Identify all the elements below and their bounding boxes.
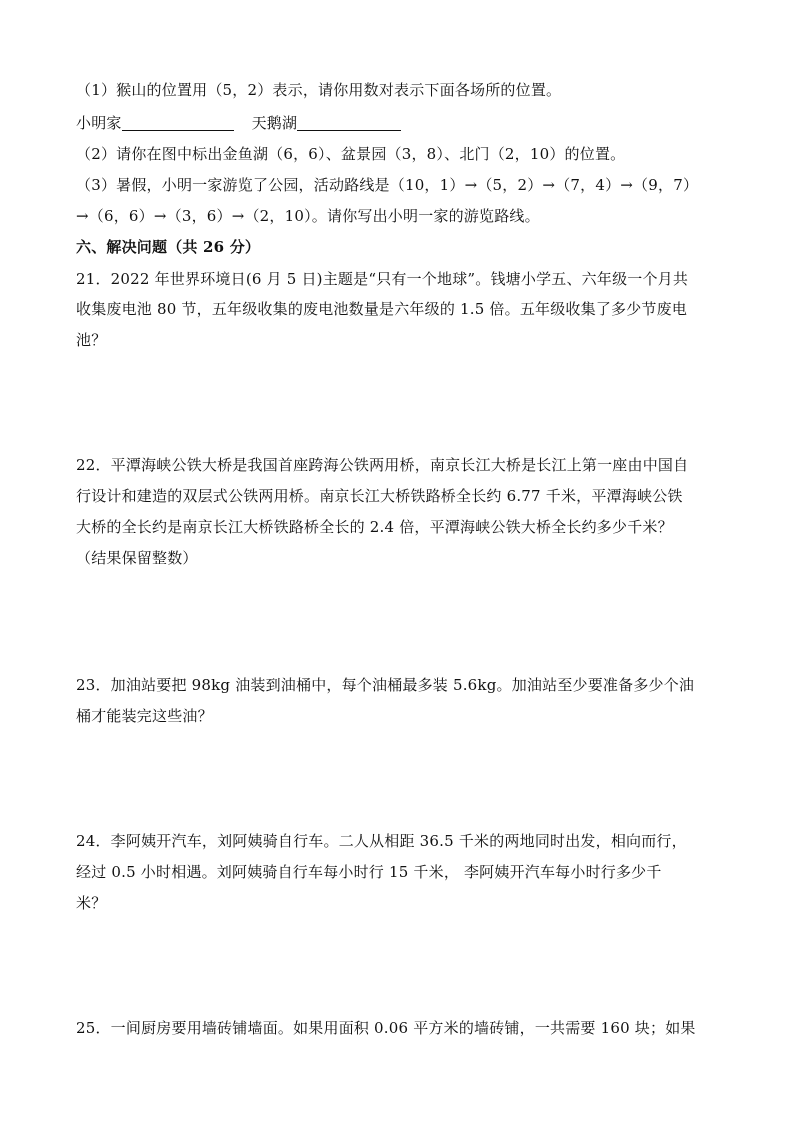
swan-lake-label: 天鹅湖 (251, 114, 298, 132)
swan-lake-answer-blank[interactable] (297, 114, 401, 131)
q22-line3: 大桥的全长约是南京长江大桥铁路桥全长的 2.4 倍，平潭海峡公铁大桥全长约多少千米？ (76, 518, 673, 536)
q21-line2: 收集废电池 80 节，五年级收集的废电池数量是六年级的 1.5 倍。五年级收集了多少节废电 (76, 300, 688, 318)
q22-line1: 22．平潭海峡公铁大桥是我国首座跨海公铁两用桥，南京长江大桥是长江上第一座由中国自 (76, 456, 689, 474)
q20-part3-line2: →（6，6）→（3，6）→（2，10）。请你写出小明一家的游览路线。 (76, 207, 540, 225)
q23-line1: 23．加油站要把 98kg 油装到油桶中，每个油桶最多装 5.6kg。加油站至少要准备多少个油 (76, 676, 695, 694)
q24-line1: 24．李阿姨开汽车，刘阿姨骑自行车。二人从相距 36.5 千米的两地同时出发，相向而行， (76, 832, 687, 850)
q24-line3: 米？ (76, 894, 107, 912)
q20-part3-line1: （3）暑假，小明一家游览了公园，活动路线是（10，1）→（5，2）→（7，4）→（9，7） (76, 176, 699, 194)
q25-line1: 25．一间厨房要用墙砖铺墙面。如果用面积 0.06 平方米的墙砖铺，一共需要 160 块；如果 (76, 1019, 696, 1037)
q24-line2: 经过 0.5 小时相遇。刘阿姨骑自行车每小时行 15 千米， 李阿姨开汽车每小时行多少千 (76, 863, 662, 881)
q21-line3: 池？ (76, 331, 107, 349)
section6-heading: 六、解决问题（共 26 分） (76, 238, 261, 256)
q22-line4: （结果保留整数） (76, 549, 198, 567)
q22-line2: 行设计和建造的双层式公铁两用桥。南京长江大桥铁路桥全长约 6.77 千米，平潭海峡公铁 (76, 487, 683, 505)
q20-part2-text: （2）请你在图中标出金鱼湖（6，6）、盆景园（3，8）、北门（2，10）的位置。 (76, 145, 626, 163)
q20-part1-text: （1）猴山的位置用（5，2）表示，请你用数对表示下面各场所的位置。 (76, 81, 562, 99)
xiaoming-home-answer-blank[interactable] (122, 114, 234, 131)
q20-part1-answers (76, 112, 401, 134)
q23-line2: 桶才能装完这些油？ (76, 707, 213, 725)
q21-line1: 21．2022 年世界环境日(6 月 5 日)主题是“只有一个地球”。钱塘小学五、六年级一个月共 (76, 270, 689, 288)
xiaoming-home-label: 小明家 (76, 114, 122, 132)
